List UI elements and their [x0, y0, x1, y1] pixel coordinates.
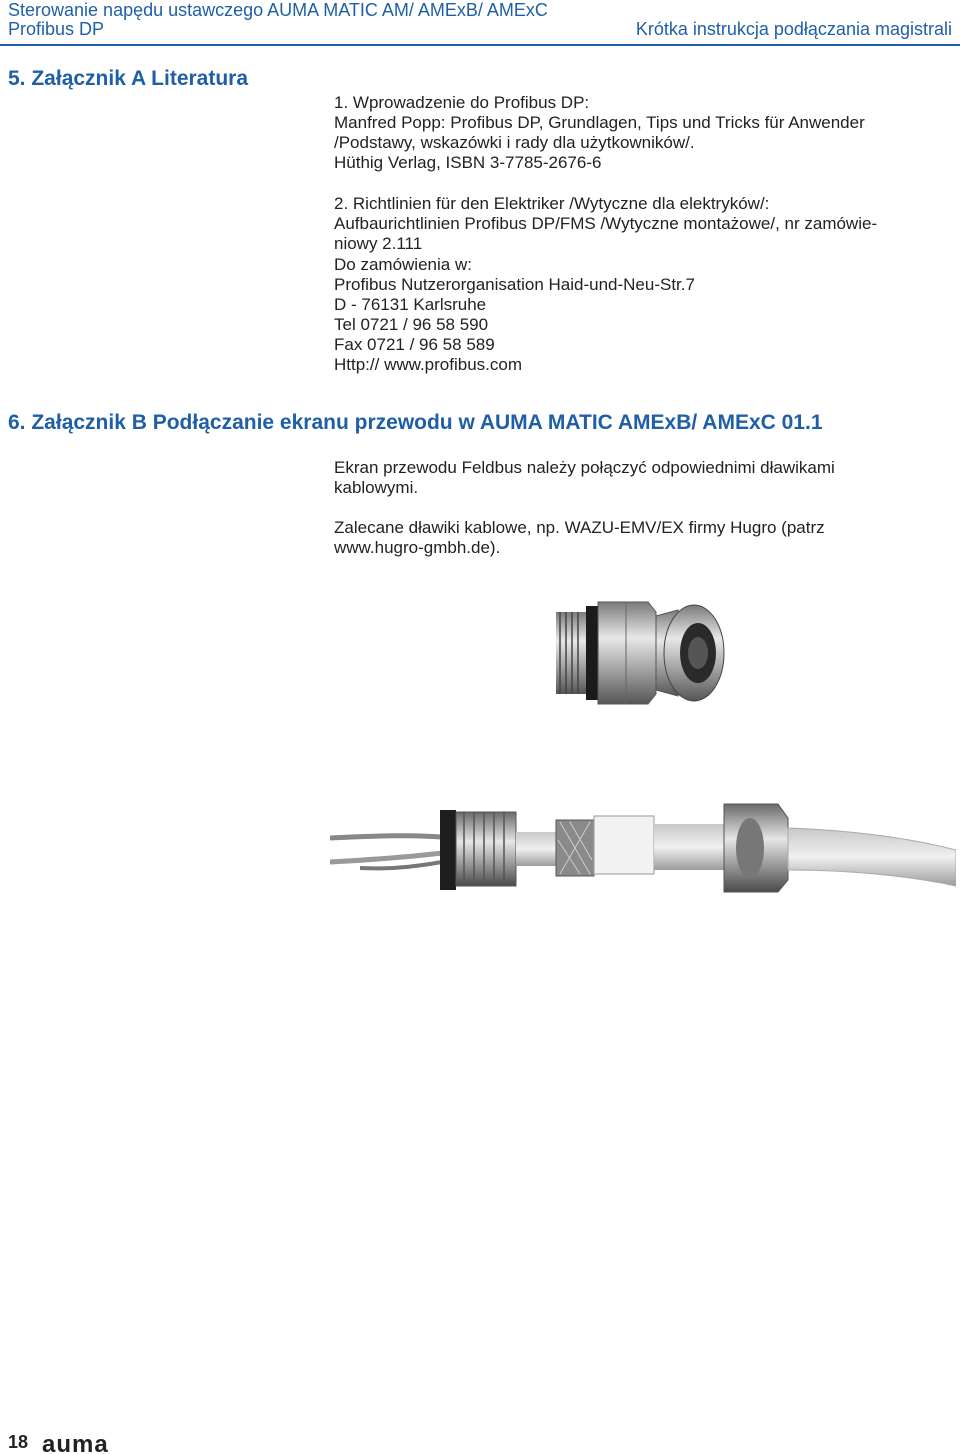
literature-line: Fax 0721 / 96 58 589 [334, 335, 495, 354]
header-right-title: Krótka instrukcja podłączania magistrali [635, 19, 952, 39]
section-6-heading: 6. Załącznik B Podłączanie ekranu przewodu w AUMA MATIC AMExB/ AMExC 01.1 [8, 411, 823, 434]
body-line: Zalecane dławiki kablowe, np. WAZU-EMV/EX firmy Hugro (patrz [334, 518, 825, 537]
body-line: www.hugro-gmbh.de). [334, 538, 501, 557]
literature-line: Hüthig Verlag, ISBN 3-7785-2676-6 [334, 153, 602, 172]
literature-line: Do zamówienia w: [334, 255, 472, 274]
header-rule [0, 44, 960, 46]
svg-text:auma: auma [42, 1434, 109, 1454]
literature-line: 2. Richtlinien für den Elektriker /Wytyczne dla elektryków/: [334, 194, 770, 213]
literature-line: Profibus Nutzerorganisation Haid-und-Neu-Str.7 [334, 275, 695, 294]
literature-line: Tel 0721 / 96 58 590 [334, 315, 489, 334]
header-subtitle: Profibus DP [8, 19, 105, 39]
auma-logo [42, 1434, 128, 1454]
cable-gland-photo [548, 598, 728, 708]
literature-link: Http:// www.profibus.com [334, 355, 523, 374]
section-5-heading: 5. Załącznik A Literatura [8, 67, 249, 90]
literature-line: 1. Wprowadzenie do Profibus DP: [334, 93, 590, 112]
literature-line: niowy 2.111 [334, 234, 423, 253]
literature-line: /Podstawy, wskazówki i rady dla użytkowników/. [334, 133, 695, 152]
literature-line: Manfred Popp: Profibus DP, Grundlagen, Tips und Tricks für Anwender [334, 113, 865, 132]
literature-line: Aufbaurichtlinien Profibus DP/FMS /Wytyczne montażowe/, nr zamówie- [334, 214, 878, 233]
literature-line: D - 76131 Karlsruhe [334, 295, 487, 314]
header-title: Sterowanie napędu ustawczego AUMA MATIC AM/ AMExB/ AMExC [8, 0, 548, 20]
body-line: kablowymi. [334, 478, 419, 497]
page-number: 18 [8, 1432, 29, 1452]
body-line: Ekran przewodu Feldbus należy połączyć odpowiednimi dławikami [334, 458, 835, 477]
cable-shield-assembly-photo [330, 790, 956, 900]
